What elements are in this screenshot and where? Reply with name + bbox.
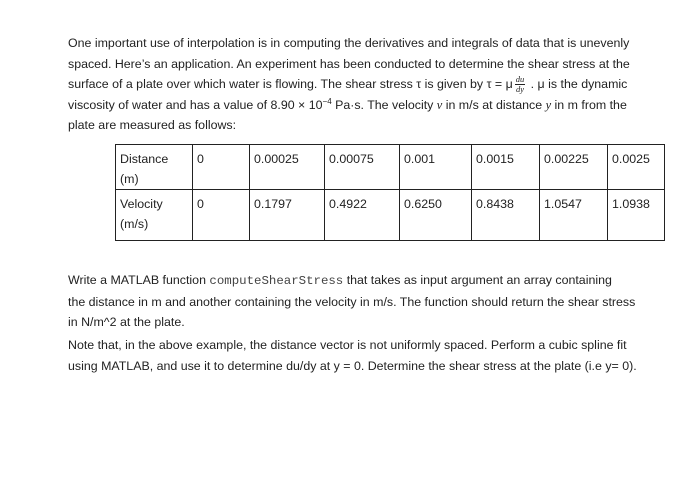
velocity-cell: 1.0938 bbox=[608, 190, 665, 241]
distance-cell: 0 bbox=[193, 145, 250, 190]
velocity-cell: 0.6250 bbox=[400, 190, 472, 241]
velocity-header-cell bbox=[116, 190, 193, 241]
intro-line-3-tail: . μ is the dynamic bbox=[527, 77, 628, 91]
velocity-cell: 0 bbox=[193, 190, 250, 241]
velocity-cell: 1.0547 bbox=[540, 190, 608, 241]
distance-unit: (m) bbox=[120, 172, 139, 186]
fraction-denominator: dy bbox=[515, 84, 524, 95]
velocity-cell: 0.1797 bbox=[250, 190, 325, 241]
distance-cell: 0.001 bbox=[400, 145, 472, 190]
distance-text: in m/s at distance bbox=[442, 97, 546, 112]
function-name: computeShearStress bbox=[209, 274, 344, 288]
y-symbol: y bbox=[545, 97, 552, 112]
distance-cell: 0.0015 bbox=[472, 145, 540, 190]
intro-line-2: spaced. Here’s an application. An experiment has been conducted to determine the shear stress at the bbox=[68, 56, 630, 71]
fraction-numerator: du bbox=[515, 74, 525, 85]
distance-cell: 0.00075 bbox=[325, 145, 400, 190]
measurement-table bbox=[115, 144, 665, 241]
intro-line-4-tail: in m from the bbox=[551, 97, 627, 112]
distance-header-cell bbox=[116, 145, 193, 190]
distance-cell: 0.00025 bbox=[250, 145, 325, 190]
velocity-text: Pa·s. The velocity bbox=[331, 97, 437, 112]
note-line-2: using MATLAB, and use it to determine du/dy at y = 0. Determine the shear stress at the plate (i.e y= 0). bbox=[68, 358, 637, 373]
intro-line-1: One important use of interpolation is in computing the derivatives and integrals of data that is unevenly bbox=[68, 36, 630, 50]
intro-line-5: plate are measured as follows: bbox=[68, 118, 237, 132]
intro-line-3-text: surface of a plate over which water is flowing. The shear stress τ is given by τ = μ bbox=[68, 77, 513, 91]
task-line-2: the distance in m and another containing the velocity in m/s. The function should return the shear stress bbox=[68, 294, 636, 309]
task-line-3: in N/m^2 at the plate. bbox=[68, 315, 185, 329]
note-paragraph bbox=[68, 335, 668, 376]
velocity-cell: 0.8438 bbox=[472, 190, 540, 241]
task-paragraph bbox=[68, 270, 668, 333]
velocity-cell: 0.4922 bbox=[325, 190, 400, 241]
v-symbol: v bbox=[436, 97, 443, 112]
task-line-1-text: Write a MATLAB function bbox=[68, 273, 210, 287]
distance-cell: 0.00225 bbox=[540, 145, 608, 190]
distance-row bbox=[116, 145, 665, 190]
task-line-1-tail: that takes as input argument an array containing bbox=[343, 273, 612, 287]
distance-label: Distance bbox=[120, 152, 169, 166]
task-line-1 bbox=[68, 270, 668, 292]
distance-cell: 0.0025 bbox=[608, 145, 665, 190]
velocity-row bbox=[116, 190, 665, 241]
note-line-1: Note that, in the above example, the distance vector is not uniformly spaced. Perform a cubic spline fit bbox=[68, 338, 627, 352]
viscosity-exponent: −4 bbox=[322, 96, 332, 106]
velocity-label: Velocity bbox=[120, 197, 163, 211]
intro-paragraph bbox=[68, 33, 668, 136]
du-dy-fraction bbox=[515, 75, 526, 94]
viscosity-text: viscosity of water and has a value of 8.90 × 10 bbox=[68, 97, 323, 112]
velocity-unit: (m/s) bbox=[120, 217, 149, 231]
intro-line-4 bbox=[68, 95, 668, 116]
intro-line-3 bbox=[68, 74, 668, 95]
